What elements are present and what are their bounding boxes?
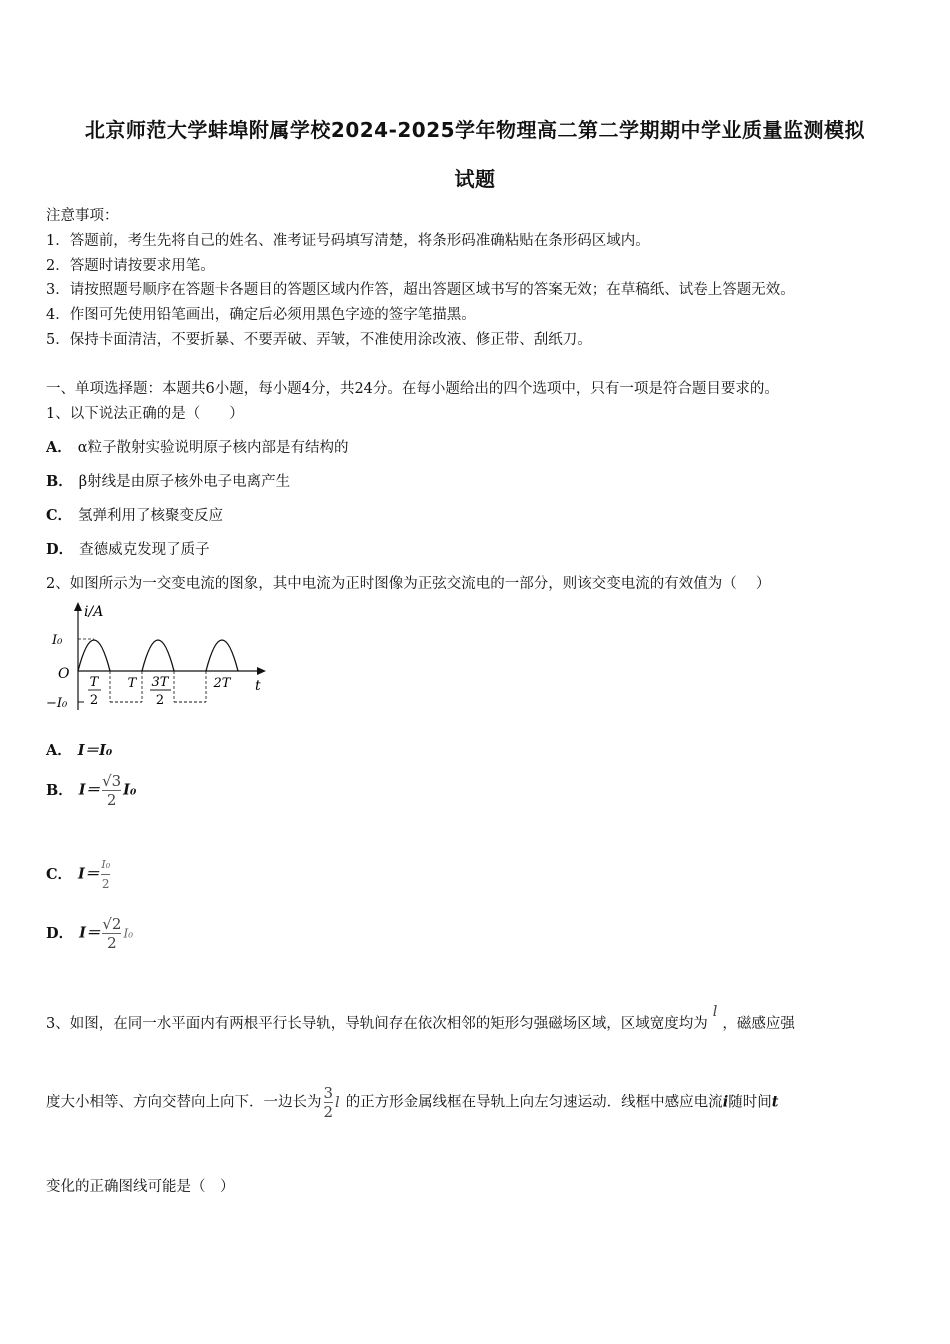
notice-item: 3．请按照题号顺序在答题卡各题目的答题区域内作答，超出答题区域书写的答案无效；在草稿纸、试卷上答题无效。: [46, 282, 795, 298]
q1-option-c: [46, 504, 223, 525]
q2-option-d: [46, 915, 133, 952]
q2-option-b: [46, 772, 136, 809]
option-rhs: I₀: [123, 781, 137, 799]
option-rhs: I₀: [123, 926, 134, 941]
fraction: [102, 915, 121, 952]
option-text: 氢弹利用了核聚变反应: [78, 508, 224, 524]
q1-stem: 1、以下说法正确的是（ ）: [46, 406, 244, 422]
tick-3t-half-num: 3T: [151, 675, 169, 690]
q3-text: 的正方形金属线框在导轨上向左匀速运动．线框中感应电流: [345, 1094, 723, 1111]
q3-text: 3、如图，在同一水平面内有两根平行长导轨，导轨间存在依次相邻的矩形匀强磁场区域，区域宽度均为: [46, 1016, 708, 1032]
tick-t: T: [127, 676, 137, 691]
q3-line-1: [46, 1004, 795, 1033]
fraction-numerator: 3: [323, 1084, 334, 1102]
side-fraction: [324, 1084, 334, 1121]
q3-text: 度大小相等、方向交替向上向下．一边长为: [46, 1094, 322, 1111]
positive-half-wave: [142, 640, 174, 671]
page-title: 北京师范大学蚌埠附属学校2024-2025学年物理高二第二学期期中学业质量监测模拟: [84, 118, 866, 142]
q3-line-3: 变化的正确图线可能是（ ）: [46, 1179, 235, 1195]
option-letter: A．: [46, 742, 72, 759]
q3-text: ，磁感应强: [722, 1016, 795, 1032]
option-letter: A．: [46, 439, 72, 456]
x-axis-arrow: [257, 667, 266, 675]
notice-item: 1．答题前，考生先将自己的姓名、准考证号码填写清楚，将条形码准确粘贴在条形码区域内。: [46, 233, 650, 249]
q2-option-a: [46, 739, 112, 760]
t-axis-label: t: [255, 678, 261, 694]
side-symbol: l: [335, 1094, 340, 1111]
y-axis-arrow: [74, 602, 82, 611]
option-letter: C．: [46, 865, 73, 883]
i0-label: I₀: [52, 633, 63, 648]
option-lhs: I＝: [78, 865, 100, 883]
option-letter: D．: [46, 924, 74, 942]
option-letter: C．: [46, 507, 73, 524]
current-symbol: i: [722, 1093, 729, 1111]
option-lhs: I＝: [79, 924, 101, 942]
fraction: [102, 772, 121, 809]
option-rhs: I₀: [99, 742, 113, 759]
q1-option-d: [46, 538, 210, 559]
option-text: α粒子散射实验说明原子核内部是有结构的: [77, 440, 349, 456]
fraction-denominator: 2: [106, 791, 117, 809]
origin-label: O: [58, 666, 70, 682]
q1-option-a: [46, 436, 349, 457]
option-letter: B．: [46, 473, 73, 490]
q1-option-b: [46, 470, 290, 491]
fraction-numerator: √2: [102, 915, 122, 933]
notice-heading: 注意事项：: [46, 208, 119, 224]
y-axis-label: i/A: [84, 604, 104, 620]
q2-stem: 2、如图所示为一交变电流的图象，其中电流为正时图像为正弦交流电的一部分，则该交变电流的有效值为（ ）: [46, 576, 771, 592]
width-symbol: l: [712, 1004, 718, 1020]
q2-option-c: [46, 856, 112, 893]
option-text: 查德威克发现了质子: [79, 542, 210, 558]
fraction-numerator: √3: [102, 772, 122, 790]
fraction: [101, 856, 110, 893]
option-lhs: I＝: [78, 781, 101, 799]
q3-line-2: [46, 1084, 778, 1121]
neg-i0-label: −I₀: [46, 696, 68, 711]
tick-half-t-den: 2: [89, 693, 99, 708]
option-lhs: I＝: [77, 742, 100, 759]
time-symbol: t: [771, 1093, 779, 1111]
fraction-denominator: 2: [107, 934, 117, 952]
notice-item: 2．答题时请按要求用笔。: [46, 258, 215, 274]
tick-3t-half-den: 2: [155, 693, 165, 708]
option-letter: D．: [46, 541, 74, 558]
fraction-numerator: I₀: [101, 858, 111, 871]
q3-text: 随时间: [728, 1094, 772, 1111]
positive-half-wave: [206, 640, 238, 671]
notice-item: 5．保持卡面清洁，不要折暴、不要弄破、弄皱，不准使用涂改液、修正带、刮纸刀。: [46, 332, 592, 348]
option-text: β射线是由原子核外电子电离产生: [78, 474, 291, 490]
fraction-denominator: 2: [323, 1103, 334, 1121]
positive-half-wave: [78, 640, 110, 671]
ac-current-graph: [44, 600, 274, 716]
option-letter: B．: [46, 781, 73, 799]
tick-half-t-num: T: [89, 675, 99, 690]
section-heading: 一、单项选择题：本题共6小题，每小题4分，共24分。在每小题给出的四个选项中，只有一项是符合题目要求的。: [46, 381, 779, 397]
tick-2t: 2T: [213, 676, 231, 691]
fraction-denominator: 2: [101, 877, 110, 891]
notice-item: 4．作图可先使用铅笔画出，确定后必须用黑色字迹的签字笔描黑。: [46, 307, 476, 323]
page-title-continued: 试题: [454, 167, 496, 191]
